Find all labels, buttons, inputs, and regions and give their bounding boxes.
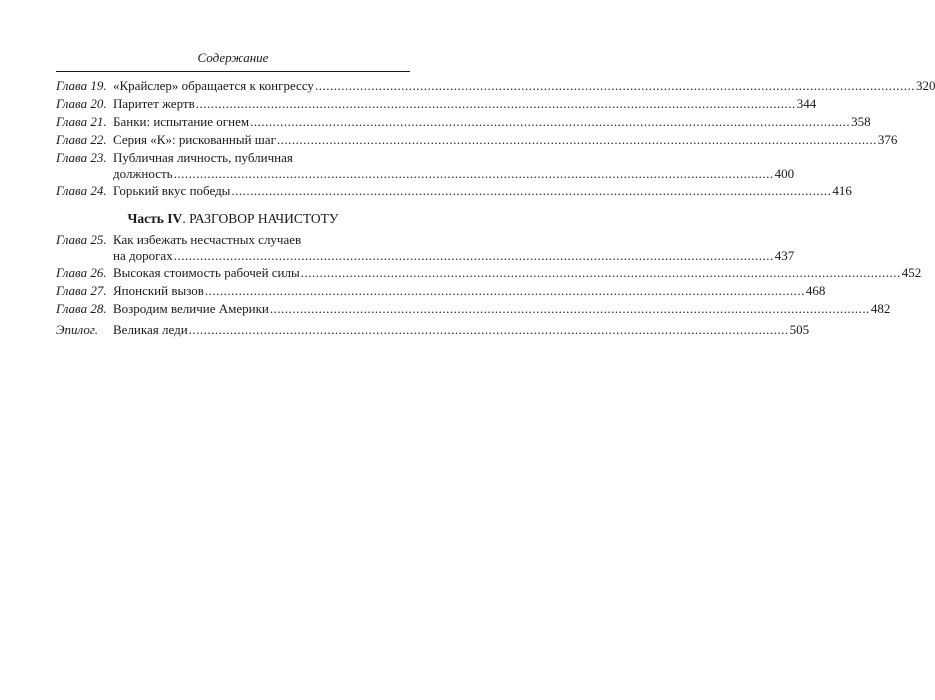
- chapter-title-line: на дорогах: [113, 248, 173, 263]
- leader-dots: ................................................................................................................................................................: [269, 301, 870, 316]
- chapter-title: [113, 132, 898, 148]
- chapter-title: [113, 322, 810, 338]
- leader-dots: ................................................................................................................................................................: [204, 283, 805, 298]
- leader-dots: ................................................................................................................................................................: [173, 248, 774, 263]
- page-number: 505: [789, 322, 810, 337]
- part-title: . РАЗГОВОР НАЧИСТОТУ: [182, 211, 339, 226]
- chapter-title-line: Японский вызов: [113, 283, 204, 298]
- chapter-title-line: Как избежать несчастных случаев: [113, 232, 302, 247]
- leader-dots: ................................................................................................................................................................: [314, 78, 915, 93]
- chapter-title: [113, 265, 922, 281]
- chapter-title-line: Высокая стоимость рабочей силы: [113, 265, 300, 280]
- page-number: 468: [805, 283, 826, 298]
- header-rule: [56, 71, 410, 72]
- chapter-title-line: Серия «К»: рискованный шаг: [113, 132, 276, 147]
- chapter-title: [113, 183, 852, 199]
- page-number: 416: [832, 183, 852, 198]
- page-number: 344: [796, 96, 817, 111]
- chapter-title: [113, 150, 795, 182]
- running-head: Содержание: [197, 50, 269, 65]
- leader-dots: ................................................................................................................................................................: [250, 114, 851, 129]
- chapter-title-line: Горький вкус победы: [113, 183, 231, 198]
- page-number: 358: [851, 114, 871, 129]
- chapter-title: [113, 114, 871, 130]
- chapter-label: Глава 26.: [56, 265, 107, 280]
- chapter-title: [113, 283, 826, 299]
- chapter-label: Глава 27.: [56, 283, 107, 298]
- chapter-label: Глава 19.: [56, 78, 107, 93]
- part-heading: [0, 211, 466, 227]
- leader-dots: ................................................................................................................................................................: [173, 166, 774, 181]
- chapter-label: Глава 24.: [56, 183, 107, 198]
- chapter-title-line: Паритет жертв: [113, 96, 195, 111]
- page-number: 482: [870, 301, 891, 316]
- leader-dots: ................................................................................................................................................................: [300, 265, 901, 280]
- chapter-label: Эпилог.: [56, 322, 98, 337]
- page-number: 437: [774, 248, 795, 263]
- leader-dots: ................................................................................................................................................................: [188, 322, 789, 337]
- chapter-label: Глава 21.: [56, 114, 107, 129]
- chapter-label: Глава 23.: [56, 150, 107, 165]
- chapter-label: Глава 28.: [56, 301, 107, 316]
- chapter-title: [113, 232, 795, 264]
- chapter-title-line: Банки: испытание огнем: [113, 114, 250, 129]
- chapter-label: Глава 25.: [56, 232, 107, 247]
- chapter-label: Глава 20.: [56, 96, 107, 111]
- page-number: 376: [877, 132, 898, 147]
- leader-dots: ................................................................................................................................................................: [195, 96, 796, 111]
- leader-dots: ................................................................................................................................................................: [276, 132, 877, 147]
- chapter-title-line: Возродим величие Америки: [113, 301, 269, 316]
- chapter-title-line: Великая леди: [113, 322, 188, 337]
- chapter-label: Глава 22.: [56, 132, 107, 147]
- chapter-title-line: «Крайслер» обращается к конгрессу: [113, 78, 314, 93]
- leader-dots: ................................................................................................................................................................: [231, 183, 832, 198]
- chapter-title-line: должность: [113, 166, 173, 181]
- page-number: 452: [901, 265, 922, 280]
- chapter-title-line: Публичная личность, публичная: [113, 150, 293, 165]
- page-number: 320: [915, 78, 935, 93]
- page-number: 400: [774, 166, 795, 181]
- part-number: Часть IV: [127, 211, 183, 226]
- chapter-title: [113, 96, 817, 112]
- chapter-title: [113, 301, 891, 317]
- chapter-title: [113, 78, 935, 94]
